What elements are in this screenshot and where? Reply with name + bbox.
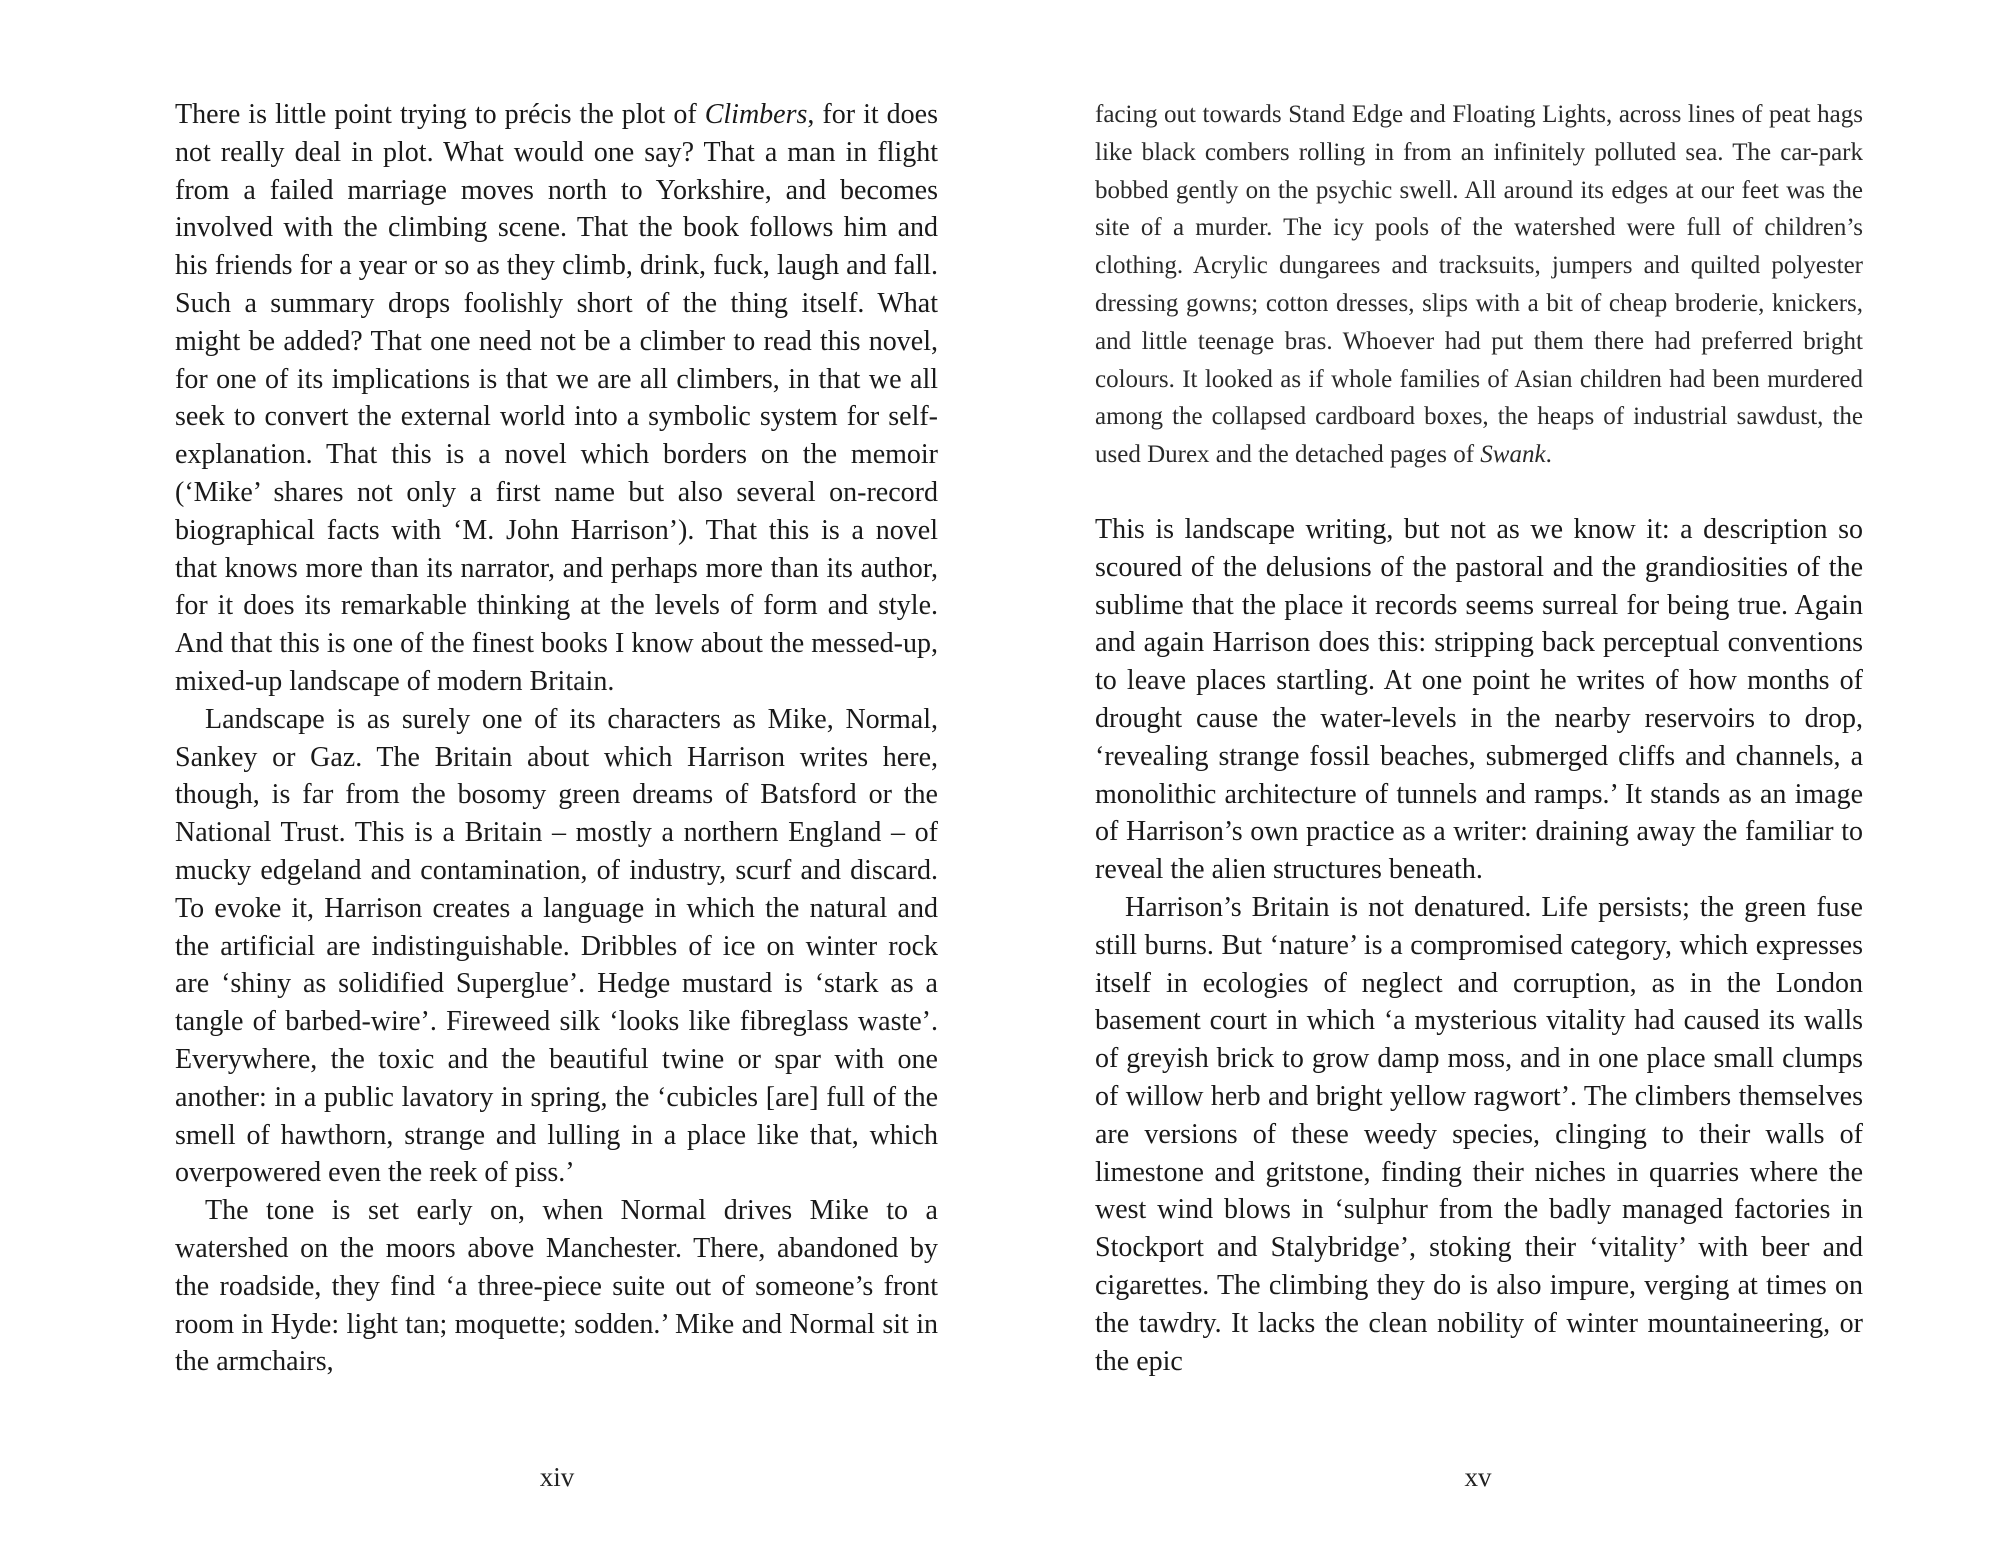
- quote-text: facing out towards Stand Edge and Floating Lights, across lines of peat hags like black combers rolling in from an infinitely polluted sea. The car-park bobbed gently on the psychic swell. All around its edges at our feet was the site of a murder. The icy pools of the watershed were full of children’s clothing. Acrylic dungarees and tracksuits, jumpers and quilted polyester dressing gowns; cotton dresses, slips with a bit of cheap broderie, knickers, and little teenage bras. Whoever had put them there had preferred bright colours. It looked as if whole families of Asian children had been murdered among the collapsed cardboard boxes, the heaps of industrial sawdust, the used Durex and the detached pages of: [1095, 101, 1863, 469]
- page-number-left: xiv: [539, 1462, 575, 1492]
- block-quote: [1095, 96, 1863, 474]
- book-title-climbers: Climbers: [704, 99, 808, 130]
- paragraph-harrisons-britain: Harrison’s Britain is not denatured. Life persists; the green fuse still burns. But ‘nature’ is a compromised category, which expresses itself in ecologies of neglect and corruption, as in the London basement court in which ‘a mysterious vitality had caused its walls of greyish brick to grow damp moss, and in one place small clumps of willow herb and bright yellow ragwort’. The climbers themselves are versions of these weedy species, clinging to their walls of limestone and gritstone, finding their niches in quarries where the west wind blows in ‘sulphur from the badly managed factories in Stockport and Stalybridge’, stoking their ‘vitality’ with beer and cigarettes. The climbing they do is also impure, verging at times on the tawdry. It lacks the clean nobility of winter mountaineering, or the epic: [1095, 891, 1863, 1377]
- plot-text-rest: , for it does not really deal in plot. What would one say? That a man in flight from a failed marriage moves north to Yorkshire, and becomes involved with the climbing scene. That the book follows him and his friends for a year or so as they climb, drink, fuck, laugh and fall. Such a summary drops foolishly short of the thing itself. What might be added? That one need not be a climber to read this novel, for one of its implications is that we are all climbers, in that we all seek to convert the external world into a symbolic system for self-explanation. That this is a novel which borders on the memoir (‘Mike’ shares not only a first name but also several on-record biographical facts with ‘M. John Harrison’). That this is a novel that knows more than its narrator, and perhaps more than its author, for it does its remarkable thinking at the levels of form and style. And that this is one of the finest books I know about the messed-up, mixed-up landscape of modern Britain.: [175, 99, 938, 697]
- paragraph-landscape: Landscape is as surely one of its characters as Mike, Normal, Sankey or Gaz. The Britain about which Harrison writes here, though, is far from the bosomy green dreams of Batsford or the National Trust. This is a Britain – mostly a northern England – of mucky edgeland and contamination, of industry, scurf and discard. To evoke it, Harrison creates a language in which the natural and the artificial are indistinguishable. Dribbles of ice on winter rock are ‘shiny as solidified Superglue’. Hedge mustard is ‘stark as a tangle of barbed-wire’. Fireweed silk ‘looks like fibreglass waste’. Everywhere, the toxic and the beautiful twine or spar with one another: in a public lavatory in spring, the ‘cubicles [are] full of the smell of hawthorn, strange and lulling in a place like that, which overpowered even the reek of piss.’: [175, 703, 938, 1189]
- paragraph-plot: [175, 96, 938, 701]
- paragraph-landscape-writing: This is landscape writing, but not as we know it: a description so scoured of the delusions of the pastoral and the grandiosities of the sublime that the place it records seems surreal for being true. Again and again Harrison does this: stripping back perceptual conventions to leave places startling. At one point he writes of how months of drought cause the water-levels in the nearby reservoirs to drop, ‘revealing strange fossil beaches, submerged cliffs and channels, a monolithic architecture of tunnels and ramps.’ It stands as an image of Harrison’s own practice as a writer: draining away the familiar to reveal the alien structures beneath.: [1095, 513, 1863, 886]
- spacer: [1095, 474, 1863, 511]
- quote-end: .: [1545, 441, 1552, 469]
- magazine-title-swank: Swank: [1480, 441, 1546, 469]
- left-page: [175, 96, 938, 1381]
- right-page: [1095, 96, 1863, 1380]
- paragraph-tone: The tone is set early on, when Normal drives Mike to a watershed on the moors above Manchester. There, abandoned by the roadside, they find ‘a three-piece suite out of someone’s front room in Hyde: light tan; moquette; sodden.’ Mike and Normal sit in the armchairs,: [175, 1195, 938, 1378]
- page-number-right: xv: [1464, 1462, 1492, 1492]
- plot-text-start: There is little point trying to précis the plot of: [175, 99, 705, 130]
